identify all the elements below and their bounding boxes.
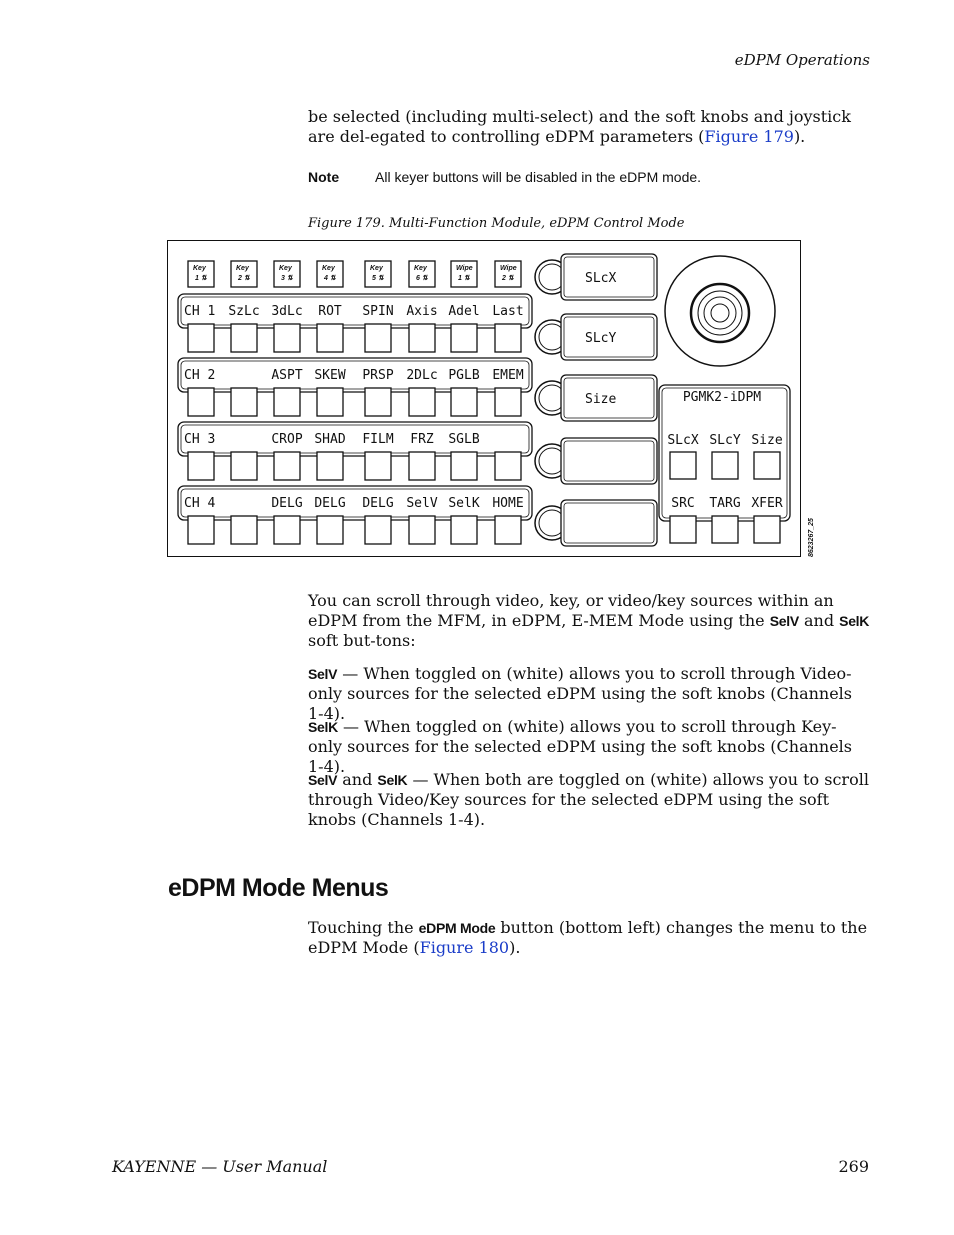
key-button-top-label: Key (370, 265, 383, 272)
joystick-ring (691, 284, 749, 342)
soft-button-label: 3dLc (271, 304, 303, 319)
soft-button-label: SzLc (228, 304, 260, 319)
joystick-panel-button-bottom-2[interactable] (712, 516, 738, 543)
soft-button-label: DELG (362, 496, 394, 511)
soft-button-ch3-8[interactable] (495, 452, 521, 480)
joystick-top-label: SLcY (709, 433, 741, 448)
running-header: eDPM Operations (734, 51, 870, 69)
soft-button-label: Adel (448, 304, 480, 319)
soft-button-ch1-1[interactable] (188, 324, 214, 352)
soft-button-ch4-5[interactable] (365, 516, 391, 544)
soft-button-ch1-2[interactable] (231, 324, 257, 352)
figure-179-link[interactable]: Figure 179 (704, 127, 794, 146)
selv-selk-paragraph: SelV and SelK — When both are toggled on (white) allows you to scroll through Video/Key sources for the selected eDPM using the soft knobs (Channels 1-4). (308, 770, 869, 829)
soft-button-label: CROP (271, 432, 303, 447)
soft-button-ch2-4[interactable] (317, 388, 343, 416)
key-button-top-label: Key (279, 265, 292, 272)
soft-button-ch2-6[interactable] (409, 388, 435, 416)
joystick-panel-button-top-2[interactable] (712, 452, 738, 479)
soft-button-label: SPIN (362, 304, 394, 319)
section-heading: eDPM Mode Menus (168, 874, 389, 902)
mfm-panel-drawing (168, 241, 815, 557)
soft-button-label: 2DLc (406, 368, 438, 383)
note-label: Note (308, 169, 340, 185)
key-button-top-label: Key (414, 265, 427, 272)
note-text: All keyer buttons will be disabled in the eDPM mode. (375, 169, 702, 185)
soft-button-label: ROT (318, 304, 342, 319)
soft-button-label: SelV (406, 496, 438, 511)
page-number: 269 (838, 1157, 869, 1176)
joystick-top-label: SLcX (667, 433, 699, 448)
key-button-top-label: Wipe (500, 265, 517, 272)
figure-id-mark: 8623267_25 (808, 518, 815, 557)
key-button-bottom-label: 1 ⇅ (458, 275, 470, 282)
soft-button-label: EMEM (492, 368, 524, 383)
touch-paragraph: Touching the eDPM Mode button (bottom left) changes the menu to the eDPM Mode (Figure 180). (308, 918, 868, 957)
soft-button-ch4-2[interactable] (231, 516, 257, 544)
soft-button-label: SHAD (314, 432, 346, 447)
soft-button-ch2-7[interactable] (451, 388, 477, 416)
soft-button-ch4-1[interactable] (188, 516, 214, 544)
footer-title: KAYENNE — User Manual (112, 1157, 328, 1176)
key-button-bottom-label: 3 ⇅ (281, 275, 293, 282)
soft-button-ch4-3[interactable] (274, 516, 300, 544)
figure-180-link[interactable]: Figure 180 (419, 938, 510, 957)
soft-button-ch1-4[interactable] (317, 324, 343, 352)
soft-button-ch1-3[interactable] (274, 324, 300, 352)
knob-display-label: SLcY (585, 331, 617, 346)
key-button-top-label: Wipe (456, 265, 473, 272)
soft-button-label: DELG (314, 496, 346, 511)
scroll-paragraph: You can scroll through video, key, or video/key sources within an eDPM from the MFM, in eDPM, E-MEM Mode using the SelV and SelK soft but-tons: (308, 591, 870, 650)
soft-button-ch1-6[interactable] (409, 324, 435, 352)
joystick-panel-button-top-3[interactable] (754, 452, 780, 479)
figure-caption: Figure 179. Multi-Function Module, eDPM Control Mode (308, 216, 685, 231)
joystick-top-label: Size (751, 433, 783, 448)
soft-button-ch2-2[interactable] (231, 388, 257, 416)
intro-paragraph: be selected (including multi-select) and the soft knobs and joystick are del-egated to controlling eDPM parameters (Figure 179). (308, 107, 851, 146)
key-button-top-label: Key (322, 265, 335, 272)
key-button-bottom-label: 6 ⇅ (416, 275, 428, 282)
soft-button-label: ASPT (271, 368, 303, 383)
soft-button-label: FILM (362, 432, 394, 447)
soft-button-ch3-6[interactable] (409, 452, 435, 480)
key-button-top-label: Key (193, 265, 206, 272)
soft-button-label: Last (492, 304, 524, 319)
selk-paragraph: SelK — When toggled on (white) allows you to scroll through Key-only sources for the selected eDPM using the soft knobs (Channels 1-4). (308, 717, 853, 776)
joystick-bottom-label: TARG (709, 496, 741, 511)
soft-button-label: DELG (271, 496, 303, 511)
channel-label: CH 1 (184, 304, 216, 319)
joystick-panel-button-bottom-3[interactable] (754, 516, 780, 543)
knob-display-label: Size (585, 392, 617, 407)
soft-button-ch2-3[interactable] (274, 388, 300, 416)
soft-button-label: PRSP (362, 368, 394, 383)
soft-button-ch3-5[interactable] (365, 452, 391, 480)
soft-button-ch1-5[interactable] (365, 324, 391, 352)
joystick-panel-title: PGMK2-iDPM (682, 390, 762, 405)
knob-display-4-frame (561, 438, 657, 484)
knob-display-label: SLcX (585, 271, 617, 286)
soft-button-label: Axis (406, 304, 438, 319)
soft-button-ch2-1[interactable] (188, 388, 214, 416)
key-button-bottom-label: 2 ⇅ (502, 275, 514, 282)
soft-button-label: FRZ (410, 432, 434, 447)
soft-button-ch4-4[interactable] (317, 516, 343, 544)
soft-button-ch1-8[interactable] (495, 324, 521, 352)
soft-button-ch3-3[interactable] (274, 452, 300, 480)
key-button-top-label: Key (236, 265, 249, 272)
joystick-bottom-label: SRC (671, 496, 695, 511)
knob-display-5-frame (561, 500, 657, 546)
soft-button-ch3-2[interactable] (231, 452, 257, 480)
soft-button-label: SKEW (314, 368, 346, 383)
soft-button-ch3-1[interactable] (188, 452, 214, 480)
soft-button-label: SelK (448, 496, 480, 511)
soft-button-ch4-8[interactable] (495, 516, 521, 544)
soft-button-label: PGLB (448, 368, 480, 383)
channel-label: CH 2 (184, 368, 216, 383)
joystick-panel-button-top-1[interactable] (670, 452, 696, 479)
soft-button-ch4-6[interactable] (409, 516, 435, 544)
key-button-bottom-label: 1 ⇅ (195, 275, 207, 282)
joystick-bottom-label: XFER (751, 496, 783, 511)
soft-button-ch2-5[interactable] (365, 388, 391, 416)
soft-button-ch1-7[interactable] (451, 324, 477, 352)
soft-button-label: HOME (492, 496, 524, 511)
selv-paragraph: SelV — When toggled on (white) allows you to scroll through Video-only sources for the selected eDPM using the soft knobs (Channels 1-4). (308, 664, 853, 723)
key-button-bottom-label: 2 ⇅ (238, 275, 250, 282)
mfm-figure (167, 240, 815, 557)
channel-label: CH 4 (184, 496, 216, 511)
soft-button-label: SGLB (448, 432, 480, 447)
key-button-bottom-label: 5 ⇅ (372, 275, 384, 282)
soft-button-ch4-7[interactable] (451, 516, 477, 544)
channel-label: CH 3 (184, 432, 216, 447)
soft-button-ch2-8[interactable] (495, 388, 521, 416)
joystick-panel-button-bottom-1[interactable] (670, 516, 696, 543)
soft-button-ch3-4[interactable] (317, 452, 343, 480)
key-button-bottom-label: 4 ⇅ (324, 275, 336, 282)
soft-button-ch3-7[interactable] (451, 452, 477, 480)
